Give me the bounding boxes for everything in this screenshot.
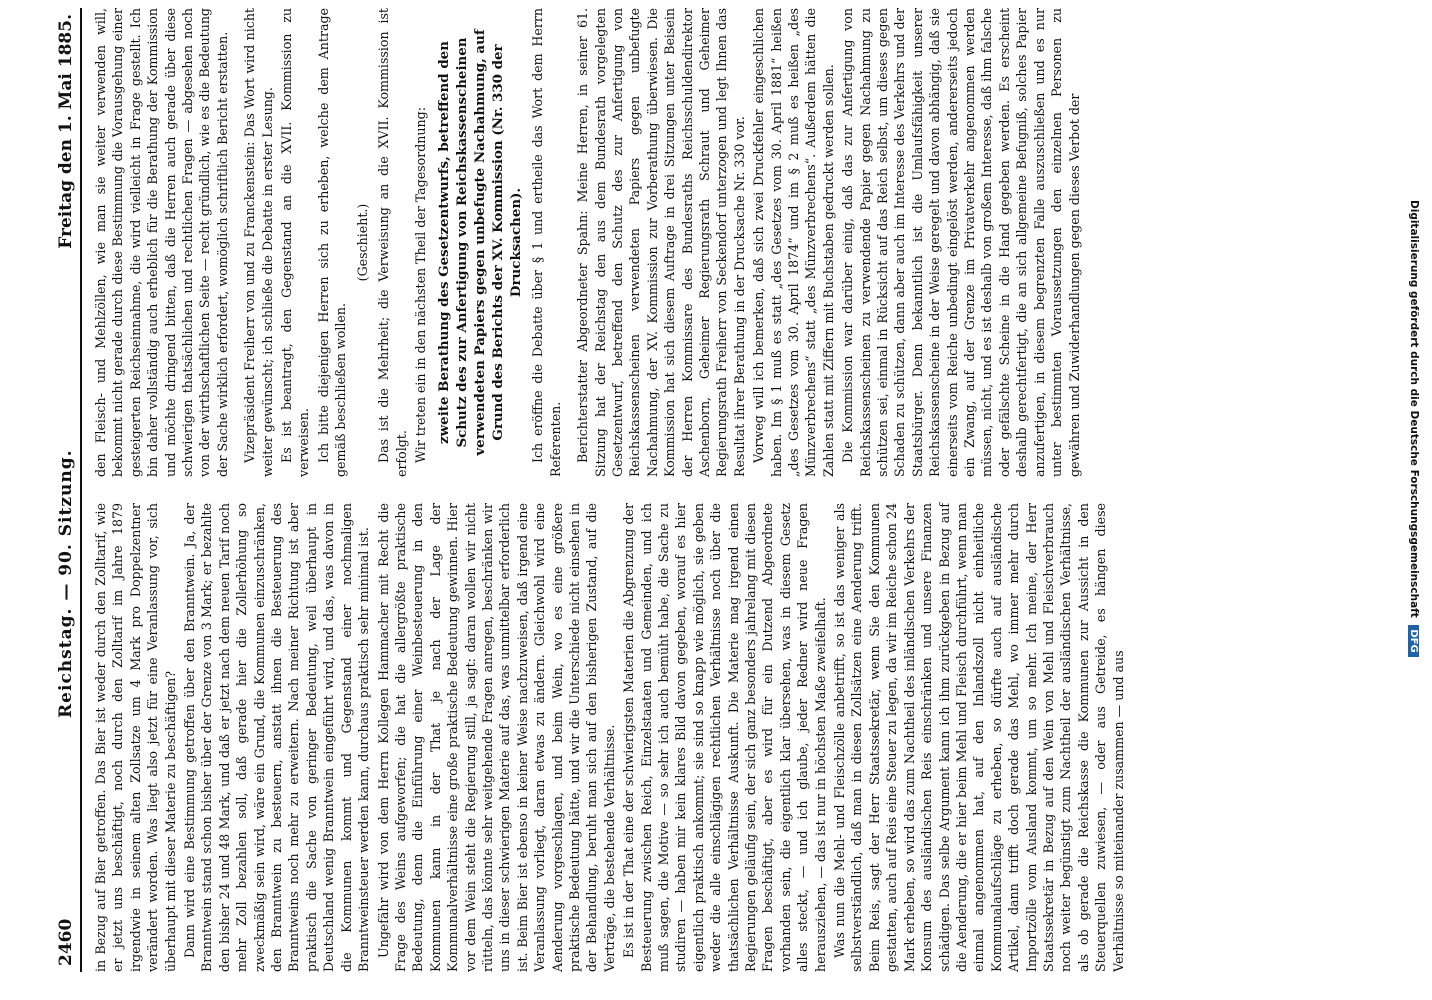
paragraph: Es ist beantragt, den Gegenstand an die XVII. Kommission zu verweisen. (279, 8, 312, 477)
procedural-note: (Geschieht.) (354, 203, 370, 282)
dfg-logo: DFG (1408, 625, 1419, 656)
paragraph: Das ist die Mehrheit; die Verweisung an die XVII. Kommission ist erfolgt. (376, 8, 409, 477)
paragraph: Vorweg will ich bemerken, daß sich zwei Druckfehler eingeschlichen haben. Im § 1 muß es statt „des Gesetzes vom 30. April 1881“ heißen „des Gesetzes vom 30. April 1874“ und im § 2 muß es heißen „des Münzverbrechens“ statt „des Münzverbrechens“. Außerdem hätten die Zahlen statt mit Ziffern mit Buchstaben gedruckt werden sollen. (751, 8, 836, 477)
paragraph: Berichterstatter Abgeordneter Spahn: Meine Herren, in seiner 61. Sitzung hat der Reichstag den aus dem Bundesrath vorgelegten Gesetzentwurf, betreffend den Schutz des zur Anfertigung von Reichskassenscheinen verwendeten Papiers gegen unbefugte Nachahmung, der XV. Kommission zur Vorberathung überwiesen. Die Kommission hat sich diesem Auftrage in drei Sitzungen unter Beisein der Herren Kommissare des Bundesraths Reichsschuldendirektor Aschenborn, Geheimer Regierungsrath Schraut und Geheimer Regierungsrath Freiherr von Seckendorf unterzogen und legt Ihnen das Resultat ihrer Berathung in der Drucksache Nr. 330 vor. (575, 8, 747, 477)
agenda-heading: zweite Berathung des Gesetzentwurfs, betreffend den Schutz des zur Anfertigung von Reichskassenscheinen verwendeten Papiers gegen unbefugte Nachahmung, auf Grund des Berichts der XV. Kommission (Nr. 330 der Drucksachen). (436, 29, 525, 456)
session-title: Reichstag. — 90. Sitzung. (56, 449, 76, 718)
paragraph: Vizepräsident Freiherr von und zu Franckenstein: Das Wort wird nicht weiter gewünscht; ich schließe die Debatte in erster Lesung. (242, 8, 275, 477)
paragraph: Es ist in der That eine der schwierigsten Materien die Abgrenzung der Besteuerung zwischen Reich, Einzelstaaten und Gemeinden, und ich muß sagen, die Motive — so sehr ich auch bemüht habe, die Sache zu studiren — haben mir kein klares Bild davon gegeben, worauf es hier eigentlich praktisch ankommt; sie sind so knapp wie möglich, sie geben weder die alle einschlägigen rechtlichen Verhältnisse noch über die thatsächlichen Verhältnisse Auskunft. Die Materie mag irgend einen Regierungen geläufig sein, der sich ganz besonders jahrelang mit diesen Fragen beschäftigt, aber es wird für ein Dutzend Abgeordnete vorhanden sein, die eigentlich klar übersehen, was in diesem Gesetz alles steckt, — und ich glaube, jeder Redner wird neue Fragen herausziehen, — das ist nur in höchsten Maße zweifelhaft. (621, 503, 828, 972)
spacer (566, 8, 574, 477)
text-columns (82, 8, 1129, 972)
paragraph: den Fleisch- und Mehlzöllen, wie man sie weiter verwenden will, bekommt nicht gerade durch diese Bestimmung die Vorausgehung einer gesteigerten Reichseinnahme, die wird vielleicht in Frage gestellt. Ich bin daher vollständig auch erheblich für die Berathung der Kommission und möchte dringend bitten, daß die Herren auch gerade über diese schwierigen thatsächlichen und rechtlichen Fragen — abgesehen noch von der wirthschaftlichen Seite — recht gründlich, wie es die Bedeutung der Sache wirklich erfordert, womöglich schriftlich Bericht erstatten. (93, 8, 230, 477)
credit-text: Digitalisierung gefördert durch die Deutsche Forschungsgemeinschaft (1408, 200, 1420, 618)
page-header (48, 8, 82, 972)
paragraph: Was nun die Mehl- und Fleischzölle anbetrifft, so ist das weniger als selbstverständlich, daß man in diesen Zollsätzen eine Aenderung trifft. Beim Reis, sagt der Herr Staatssekretär, wenn Sie den Kommunen gestatten, auch auf Reis eine Steuer zu legen, da wir im Reiche schon 24 Mark erheben, so wird das zum Nachtheil des inländischen Verkehrs der Konsum des ausländischen Reis einschränken und unsere Finanzen schädigen. Das selbe Argument kann ich ihm zurückgeben in Bezug auf die Aenderung, die er hier beim Mehl und Fleisch durchführt, wenn man einmal angenommen hat, auf den Inlandszoll nicht einheitliche Kommunalaufschläge zu erheben, so dürfte auch auf ausländische Artikel, dann trifft doch gerade das Mehl, wo immer mehr durch Importzölle vom Ausland kommt, um so mehr. Ich meine, der Herr Staatssekretär in Bezug auf den Wein von Mehl und Fleischverbrauch noch weiter begünstigt zum Nachtheil der ausländischen Verhältnisse, als ob gerade die Reichskasse die Kommunen zur Aussicht in den Steuerquellen zuwiesen, — oder aus Getreide, es hängen diese Verhältnisse so miteinander zusammen — und aus (832, 503, 1126, 972)
document-page (40, 0, 1340, 990)
digitization-credit (1408, 200, 1420, 800)
left-column (92, 503, 1129, 972)
paragraph: in Bezug auf Bier getroffen. Das Bier ist weder durch den Zolltarif, wie er jetzt uns beschäftigt, noch durch den Zolltarif im Jahre 1879 irgendwie in seinem alten Zollsatze um 4 Mark pro Doppelzentner verändert worden. Was liegt also jetzt für eine Veranlassung vor, sich überhaupt mit dieser Materie zu beschäftigen? (93, 503, 178, 972)
paragraph: Wir treten ein in den nächsten Theil der Tagesordnung: (412, 107, 428, 463)
paragraph: Ich bitte diejenigen Herren sich zu erheben, welche dem Antrage gemäß beschließen wollen. (315, 8, 349, 477)
paragraph: Die Kommission war darüber einig, daß das zur Anfertigung von Reichskassenscheinen zu verwendende Papier gegen Nachahmung zu schützen sei, einmal in Rücksicht auf das Reich selbst, um dieses gegen Schaden zu schützen, dann aber auch im Interesse des Verkehrs und der Staatsbürger. Denn bekanntlich ist die Umlaufsfähigkeit unserer Reichskassenscheine in der Weise geregelt und davon abhängig, daß sie einerseits vom Reiche unbedingt eingelöst werden, andererseits jedoch ein Zwang, auf der Grenze im Privatverkehr angenommen werden müssen, nicht, und es ist deshalb von großem Interesse, daß ihm falsche oder gefälschte Scheine in die Hand gegeben werden. Es erscheint deshalb gerechtfertigt, die an sich allgemeine Befugniß, solches Papier anzufertigen, in diesem begrenzten Falle auszuschließen und es nur unter bestimmten Voraussetzungen den einzelnen Personen zu gewähren und Zuwiderhandlungen gegen dieses Verbot der (840, 8, 1082, 477)
paragraph: Ungefähr wird von dem Herrn Kollegen Hammacher mit Recht die Frage des Weins aufgeworfen; die hat die allergrößte praktische Bedeutung, denn die Einführung einer Weinbesteuerung in den Kommunen kann in der That je nach der Lage der Kommunalverhältnisse eine große praktische Bedeutung gewinnen. Hier vor dem Wein steht die Regierung still, ja sagt: daran wollen wir nicht rütteln, das könnte sehr weitgehende Fragen anregen, beschränken wir uns in dieser schwierigen Materie auf das, was unmittelbar erforderlich ist. Beim Bier ist ebenso in keiner Weise nachzuweisen, daß irgend eine Veranlassung vorliegt, daran etwas zu ändern. Gleichwohl wird eine Aenderung vorgeschlagen, und beim Wein, wo es eine größere praktische Bedeutung hätte, und wir die Unterschiede nicht einsehen in der Behandlung, beruht man sich auf den bisherigen Zustand, auf die Verträge, die bestehende Verhältnisse. (375, 503, 617, 972)
session-date: Freitag den 1. Mai 1885. (56, 14, 76, 249)
paragraph: Ich eröffne die Debatte über § 1 und ertheile das Wort dem Herrn Referenten. (530, 8, 563, 477)
paragraph: Dann wird eine Bestimmung getroffen über den Branntwein. Ja, der Branntwein stand schon bisher über der Grenze von 3 Mark; er bezahlte den bisher 24 und 48 Mark, und daß er jetzt nach dem neuen Tarif noch mehr Zoll bezahlen soll, daß gerade hier die Zollerhöhung so zweckmäßig sein wird, wäre ein Grund, die Kommunen einzuschränken, den Branntwein zu besteuern, anstatt ihnen die Besteuerung des Branntweins noch mehr zu erweitern. Nach meiner Richtung ist aber praktisch die Sache von geringer Bedeutung, weil überhaupt in Deutschland wenig Branntwein eingeführt wird, und das, was davon in die Kommunen kommt und Gegenstand einer nochmaligen Branntweinsteuer werden kann, durchaus praktisch sehr minimal ist. (182, 503, 372, 972)
right-column (92, 8, 1129, 477)
page-number: 2460 (56, 918, 76, 966)
spacer (233, 8, 241, 477)
